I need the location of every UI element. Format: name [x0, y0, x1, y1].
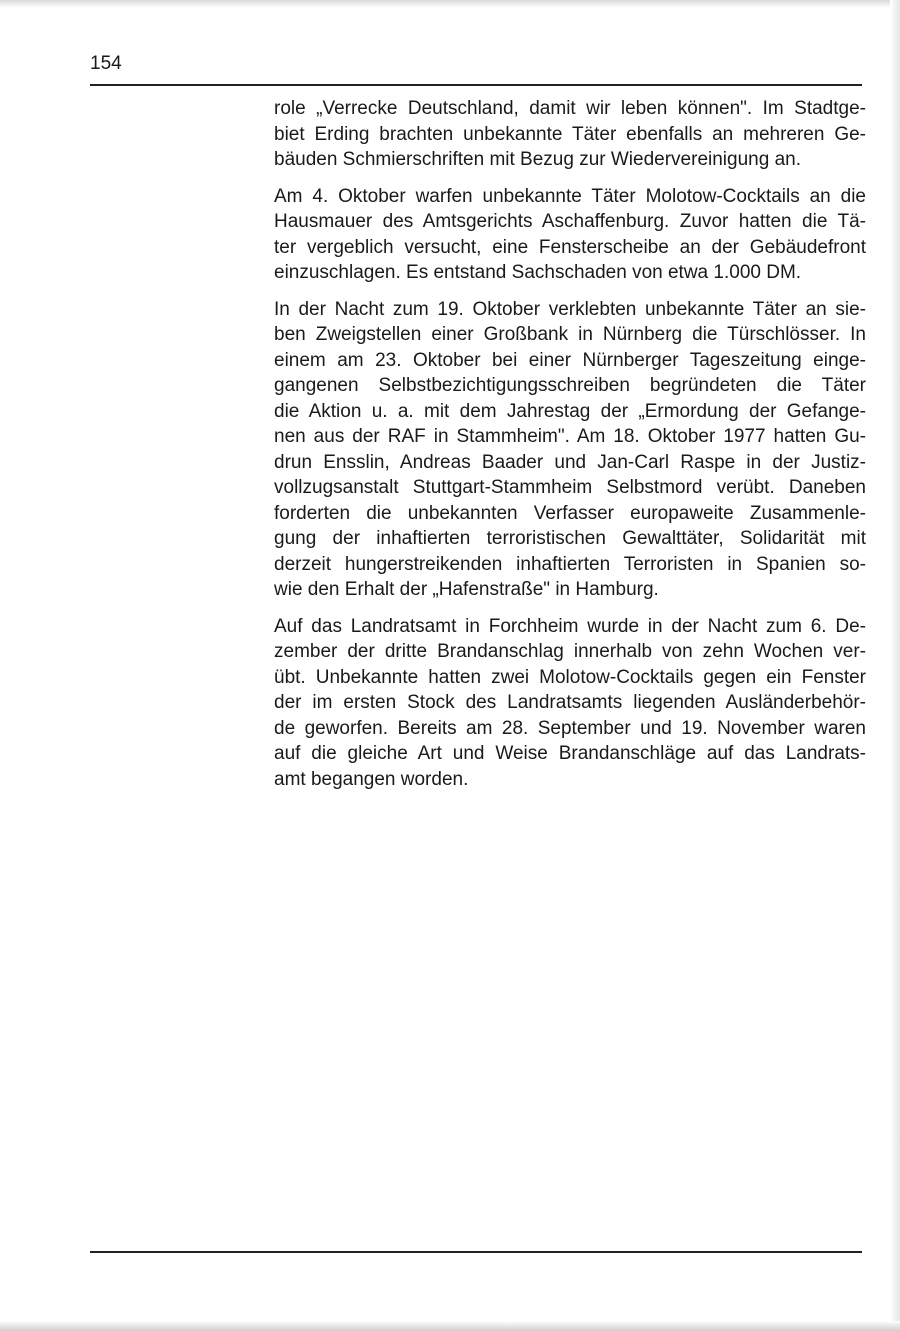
footer-rule [90, 1251, 862, 1253]
text-line: de geworfen. Bereits am 28. September und 19. November waren [274, 717, 866, 739]
text-line: der im ersten Stock des Landratsamts liegenden Ausländerbehör- [274, 692, 866, 713]
text-line: ter vergeblich versucht, eine Fensterscheibe an der Gebäudefront [274, 236, 866, 258]
text-line: auf die gleiche Art und Weise Brandanschläge auf das Landrats- [274, 743, 866, 764]
text-line: In der Nacht zum 19. Oktober verklebten unbekannte Täter an sie- [274, 298, 866, 320]
text-line: einzuschlagen. Es entstand Sachschaden von etwa 1.000 DM. [274, 262, 802, 283]
text-line: bäuden Schmierschriften mit Bezug zur Wiedervereinigung an. [274, 149, 801, 170]
text-line: gung der inhaftierten terroristischen Gewalttäter, Solidarität mit [274, 528, 866, 549]
scan-shadow-bottom [0, 1321, 900, 1331]
page-number: 154 [90, 53, 122, 74]
text-line: gangenen Selbstbezichtigungsschreiben begründeten die Täter [274, 375, 866, 396]
scan-shadow-right [890, 0, 900, 1331]
text-line: biet Erding brachten unbekannte Täter ebenfalls an mehreren Ge- [274, 123, 866, 145]
header-rule [90, 84, 862, 86]
scan-shadow-top [0, 0, 900, 8]
paragraph-2 [274, 184, 866, 286]
text-line: zember der dritte Brandanschlag innerhalb von zehn Wochen ver- [274, 641, 866, 662]
text-line: wie den Erhalt der „Hafenstraße" in Hamburg. [274, 579, 659, 600]
paragraph-4 [274, 614, 866, 793]
text-line: role „Verrecke Deutschland, damit wir leben können". Im Stadtge- [274, 98, 866, 119]
text-line: Auf das Landratsamt in Forchheim wurde in der Nacht zum 6. De- [274, 615, 866, 637]
text-line: derzeit hungerstreikenden inhaftierten Terroristen in Spanien so- [274, 553, 866, 575]
text-line: drun Ensslin, Andreas Baader und Jan-Carl Raspe in der Justiz- [274, 451, 866, 473]
paragraph-3 [274, 297, 866, 603]
text-line: forderten die unbekannten Verfasser europaweite Zusammenle- [274, 502, 866, 524]
text-line: die Aktion u. a. mit dem Jahrestag der „Ermordung der Gefange- [274, 400, 866, 422]
text-line: nen aus der RAF in Stammheim". Am 18. Oktober 1977 hatten Gu- [274, 426, 866, 447]
text-line: übt. Unbekannte hatten zwei Molotow-Cocktails gegen ein Fenster [274, 666, 866, 688]
body-text [274, 96, 866, 803]
text-line: ben Zweigstellen einer Großbank in Nürnberg die Türschlösser. In [274, 324, 866, 345]
text-line: einem am 23. Oktober bei einer Nürnberger Tageszeitung einge- [274, 349, 866, 371]
text-line: Hausmauer des Amtsgerichts Aschaffenburg. Zuvor hatten die Tä- [274, 211, 866, 232]
text-line: Am 4. Oktober warfen unbekannte Täter Molotow-Cocktails an die [274, 185, 866, 207]
text-line: vollzugsanstalt Stuttgart-Stammheim Selbstmord verübt. Daneben [274, 477, 866, 498]
paragraph-1 [274, 96, 866, 173]
text-line: amt begangen worden. [274, 768, 469, 790]
